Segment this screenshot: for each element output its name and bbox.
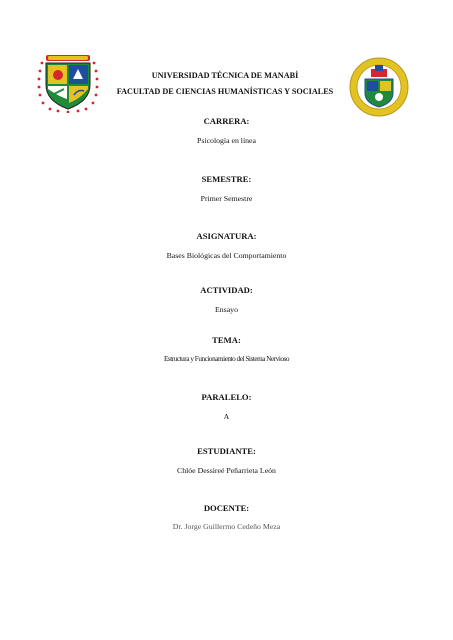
career-label: CARRERA: <box>203 116 250 126</box>
career-value: Psicología en línea <box>197 136 256 145</box>
parallel-label: PARALELO: <box>201 392 252 402</box>
semester-value: Primer Semestre <box>200 194 253 203</box>
student-value: Chlóe Dessireé Peñarrieta León <box>177 466 276 475</box>
subject-label: ASIGNATURA: <box>196 231 257 241</box>
teacher-label: DOCENTE: <box>203 503 250 513</box>
faculty-name: FACULTAD DE CIENCIAS HUMANÍSTICAS Y SOCIALES <box>116 87 334 96</box>
activity-label: ACTIVIDAD: <box>200 285 253 295</box>
activity-value: Ensayo <box>215 305 238 314</box>
parallel-value: A <box>223 412 230 421</box>
subject-value: Bases Biológicas del Comportamiento <box>166 251 287 260</box>
semester-label: SEMESTRE: <box>201 174 252 184</box>
university-name: UNIVERSIDAD TÉCNICA DE MANABÍ <box>151 71 299 80</box>
faculty-seal-logo <box>349 57 409 117</box>
student-label: ESTUDIANTE: <box>197 446 256 456</box>
topic-value: Estructura y Funcionamiento del Sistema Nervioso <box>163 355 290 363</box>
university-crest-logo <box>36 53 100 113</box>
topic-label: TEMA: <box>212 335 241 345</box>
teacher-value: Dr. Jorge Guillermo Cedeño Meza <box>172 522 281 531</box>
